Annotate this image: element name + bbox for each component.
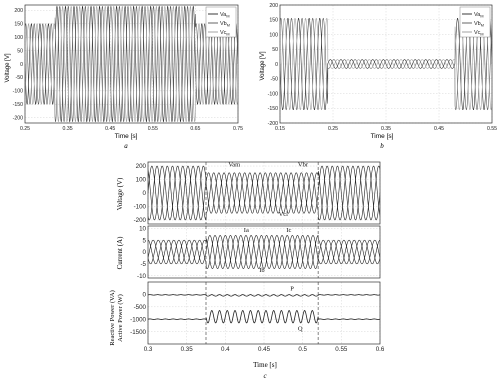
panel-a-caption: a — [124, 142, 128, 150]
panel-b-ytick-label: 200 — [269, 2, 278, 9]
panel-c-reactive-power-ylabel: Reactive Power (VA) — [109, 290, 116, 346]
panel-b-xtick-label: 0.45 — [433, 126, 445, 132]
panel-b-legend-label: $Va_M$ — [474, 12, 484, 19]
panel-c-sub1-ytick-label: -10 — [137, 272, 146, 280]
panel-a-xtick-label: 0.75 — [232, 126, 244, 132]
panel-c-sub2-xtick-label: 0.6 — [375, 346, 385, 353]
panel-a-ytick-label: -100 — [12, 88, 23, 95]
panel-c-sub2-annotation: Q — [297, 325, 303, 333]
panel-a-ytick-label: -200 — [12, 115, 23, 122]
panel-b-caption: b — [380, 142, 384, 150]
panel-c-active-power-ylabel: Active Power (W) — [117, 294, 124, 342]
panel-c-sub0-ytick-label: -200 — [133, 217, 146, 225]
panel-a-xtick-label: 0.25 — [19, 126, 31, 132]
panel-c-sub1-ytick-label: -5 — [140, 260, 146, 268]
panel-c-sub2-ytick-label: 0 — [142, 291, 146, 299]
panel-b-ytick-label: 100 — [269, 32, 278, 39]
panel-b-xtick-label: 0.15 — [274, 126, 286, 132]
panel-b-xtick-label: 0.55 — [486, 126, 498, 132]
panel-b-chart — [260, 3, 497, 150]
panel-b-xlabel: Time [s] — [370, 133, 394, 140]
panel-a-xtick-label: 0.45 — [105, 126, 116, 132]
panel-c-sub1-ytick-label: 5 — [142, 237, 146, 245]
panel-b-xtick-label: 0.25 — [327, 126, 339, 132]
panel-c-sub2-xtick-label: 0.4 — [221, 346, 230, 353]
panel-c-sub0-annotation: Vam — [228, 161, 241, 169]
panel-b-ytick-label: 0 — [275, 61, 278, 68]
panel-b-legend-label: $Vc_M$ — [474, 30, 484, 37]
panel-c-sub2-xtick-label: 0.35 — [180, 346, 193, 353]
panel-c-sub0-ytick-label: 100 — [135, 176, 146, 184]
panel-a-ytick-label: -50 — [15, 75, 23, 82]
panel-c-sub1-annotation: Ib — [259, 267, 265, 275]
panel-a-ytick-label: 50 — [17, 48, 23, 55]
panel-c-sub0-ytick-label: 0 — [142, 190, 146, 198]
panel-c-chart — [109, 162, 385, 380]
panel-c-sub0-ytick-label: -100 — [133, 203, 146, 211]
panel-a-xlabel: Time [s] — [114, 133, 138, 140]
panel-c-sub2-xtick-label: 0.55 — [335, 346, 348, 353]
panel-a-ytick-label: 150 — [14, 21, 23, 28]
panel-c-sub2 — [130, 282, 385, 353]
panel-b-ytick-label: -150 — [267, 106, 278, 113]
panel-c-sub2-ytick-label: -500 — [133, 303, 146, 311]
panel-c-sub2-annotation: P — [290, 285, 294, 293]
panel-c-sub1-annotation: Ic — [286, 226, 292, 234]
panel-a-legend-label: $Vb_M$ — [220, 21, 230, 28]
panel-a-xtick-label: 0.35 — [62, 126, 73, 132]
panel-a-ylabel: Voltage [V] — [5, 53, 11, 83]
panel-a-ytick-label: 0 — [20, 61, 23, 68]
panel-c-sub2-ytick-label: -1000 — [130, 316, 146, 324]
panel-c-sub1-ytick-label: 10 — [139, 225, 146, 233]
panel-b-ytick-label: 50 — [272, 47, 278, 54]
panel-c-xlabel: Time [s] — [253, 361, 277, 369]
panel-a-xtick-label: 0.55 — [147, 126, 158, 132]
panel-c-sub0 — [134, 162, 380, 224]
panel-b-ytick-label: -200 — [267, 120, 278, 127]
panel-c-sub1-ytick-label: 0 — [142, 249, 146, 257]
panel-a-ytick-label: 200 — [14, 8, 23, 15]
panel-c-sub2-ytick-label: -1500 — [130, 328, 146, 336]
panel-b-ylabel: Voltage [V] — [260, 51, 266, 81]
panel-a-chart — [5, 5, 243, 150]
panel-c-sub2-xtick-label: 0.3 — [143, 346, 153, 353]
panel-a-legend-label: $Va_M$ — [220, 12, 230, 19]
panel-a-ytick-label: -150 — [12, 102, 23, 109]
panel-b-ytick-label: -50 — [270, 76, 278, 83]
panel-b-ytick-label: 150 — [269, 17, 278, 24]
panel-c-current-ylabel: Current (A) — [116, 236, 124, 270]
panel-c-sub1 — [137, 226, 380, 280]
panel-c-sub0-ytick-label: 200 — [135, 163, 146, 171]
panel-c-sub1-annotation: Ia — [243, 226, 249, 234]
panel-a-legend-label: $Vc_M$ — [220, 30, 230, 37]
panel-c-sub0-annotation: Vbr — [297, 161, 309, 169]
panel-a-xtick-label: 0.65 — [190, 126, 201, 132]
panel-c-sub0-annotation: Vcl — [278, 210, 288, 218]
panel-b-ytick-label: -100 — [267, 91, 278, 98]
panel-b-legend-label: $Vb_M$ — [474, 21, 484, 28]
panel-c-voltage-ylabel: Voltage (V) — [116, 177, 124, 211]
panel-c-sub2-xtick-label: 0.45 — [257, 346, 271, 353]
panel-c-sub2-xtick-label: 0.5 — [298, 346, 307, 353]
panel-b-xtick-label: 0.35 — [380, 126, 392, 132]
panel-a-ytick-label: 100 — [14, 35, 23, 42]
panel-c-caption: c — [263, 372, 267, 380]
